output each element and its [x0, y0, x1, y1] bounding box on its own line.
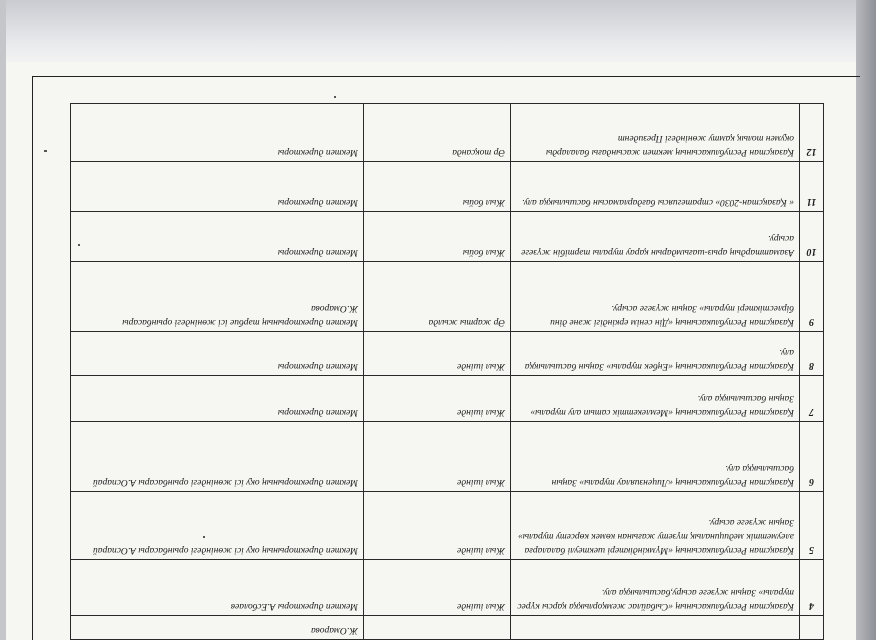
responsible-cell: Мектеп директорының тәрбие ісі жөніндегі орынбасары Ж.Омарова	[71, 262, 364, 332]
row-number: 10	[800, 212, 824, 262]
responsible-cell: Мектеп директоры	[71, 332, 364, 376]
deadline-cell: Жыл ішінде	[364, 492, 511, 560]
table-row	[71, 376, 824, 422]
table-row	[71, 262, 824, 332]
deadline-cell	[364, 616, 511, 640]
deadline-cell: Жыл ішінде	[364, 560, 511, 616]
measure-cell: Қазақстан Республикасының «Дін сенім еркіндігі және діни бірлестіктері туралы» Заңын жүзеге асыру.	[511, 262, 800, 332]
measure-cell: Қазақстан Республикасының «Мүмкіндіктері шектеулі балаларға әлеуметтік медициналық түзету жағынан көмек көрсету туралы» Заңын жүзеге асыру.	[511, 492, 800, 560]
deadline-cell: Жыл ішінде	[364, 376, 511, 422]
responsible-cell: Мектеп директорының оқу ісі жөніндегі орынбасары А.Оспарай	[71, 422, 364, 492]
table-row	[71, 560, 824, 616]
measure-cell: Азаматтардың арыз-шағымдарын қарау туралы тәртібін жүзеге асыру.	[511, 212, 800, 262]
row-number: 12	[800, 104, 824, 162]
table-row	[71, 422, 824, 492]
responsible-cell: Мектеп директоры	[71, 376, 364, 422]
measure-cell	[511, 616, 800, 640]
scan-speck	[44, 150, 47, 152]
responsible-cell: Мектеп директоры	[71, 212, 364, 262]
measure-cell: Қазақстан Республикасының «Сыбайлас жемқорлыққа қарсы күрес туралы» Заңын жүзеге асыру,басшылыққа алу.	[511, 560, 800, 616]
plan-table	[70, 103, 824, 640]
responsible-cell: Мектеп директоры	[71, 104, 364, 162]
measure-cell: Қазақстан Республикасының мектеп жасындағы балаларды оқумен толық қамту жөніндегі Президент	[511, 104, 800, 162]
responsible-cell: Мектеп директоры А.Есболаев	[71, 560, 364, 616]
responsible-cell: Мектеп директоры	[71, 162, 364, 212]
deadline-cell: Жыл ішінде	[364, 332, 511, 376]
responsible-cell: Мектеп директорының оқу ісі жөніндегі орынбасары А.Оспарай	[71, 492, 364, 560]
row-number: 6	[800, 422, 824, 492]
deadline-cell: Жыл бойы	[364, 162, 511, 212]
scanner-top-shadow	[0, 0, 876, 62]
measure-cell: « Қазақстан-2030» стратегиясы бағдарламасын басшылыққа алу.	[511, 162, 800, 212]
responsible-cell: Ж.Омарова	[71, 616, 364, 640]
table-row	[71, 332, 824, 376]
row-number: 8	[800, 332, 824, 376]
row-number: 11	[800, 162, 824, 212]
row-number: 5	[800, 492, 824, 560]
table-row	[71, 212, 824, 262]
deadline-cell: Жыл ішінде	[364, 422, 511, 492]
row-number: 7	[800, 376, 824, 422]
deadline-cell: Жыл бойы	[364, 212, 511, 262]
row-number: 4	[800, 560, 824, 616]
rotated-document	[71, 87, 824, 640]
measure-cell: Қазақстан Республикасының «Мемлекеттік сатып алу туралы» Заңын басшылыққа алу.	[511, 376, 800, 422]
deadline-cell: Әр тоқсанда	[364, 104, 511, 162]
row-number	[800, 616, 824, 640]
deadline-cell: Әр жарты жылда	[364, 262, 511, 332]
table-row	[71, 162, 824, 212]
table-row	[71, 616, 824, 640]
table-row	[71, 104, 824, 162]
table-row	[71, 492, 824, 560]
measure-cell: Қазақстан Республикасының «Лицензиялау туралы» Заңын басшылыққа алу.	[511, 422, 800, 492]
measure-cell: Қазақстан Республикасының «Еңбек туралы» Заңын басшылыққа алу.	[511, 332, 800, 376]
row-number: 9	[800, 262, 824, 332]
